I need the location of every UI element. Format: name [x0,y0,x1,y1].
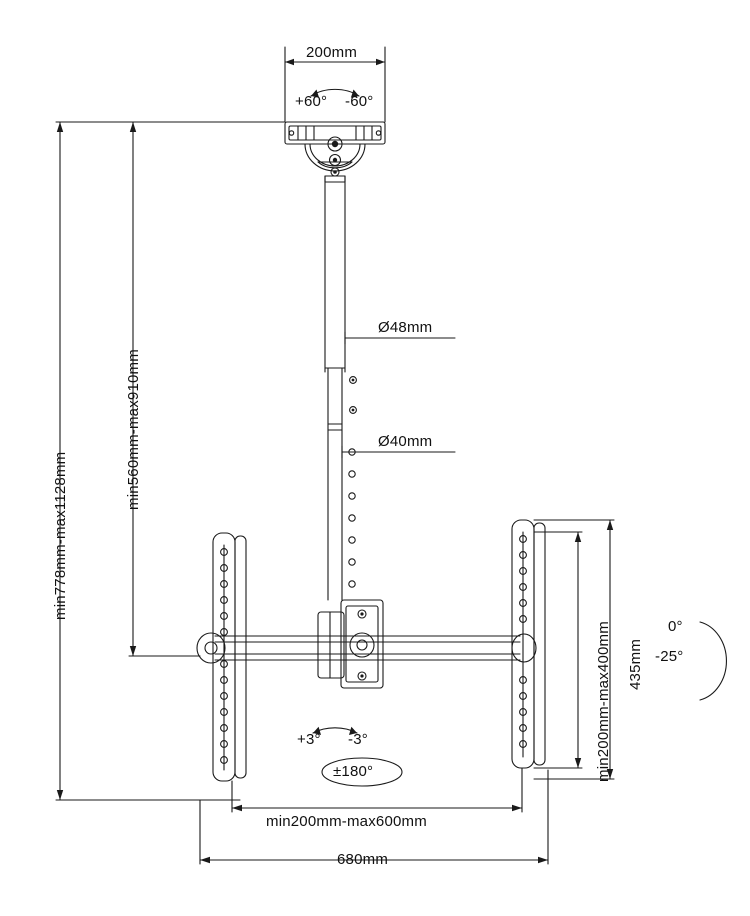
label-tube-drop: min560mm-max910mm [125,349,142,510]
label-upper-tube-diameter: Ø48mm [378,319,433,336]
label-tilt-minus: -3° [348,731,368,748]
upper-tube [325,176,345,372]
label-vesa-horizontal: min200mm-max600mm [266,813,427,830]
label-tilt-plus: +3° [297,731,321,748]
label-lower-tube-diameter: Ø40mm [378,433,433,450]
side-tilt-arc [700,622,726,700]
dim-vesa-horizontal [232,768,522,812]
right-vesa-arm [512,520,545,768]
label-bracket-height: 435mm [627,638,644,690]
label-overall-width: 680mm [337,851,389,868]
label-side-tilt-zero: 0° [668,618,683,635]
label-swivel-plus: +60° [295,93,328,110]
label-total-drop: min778mm-max1128mm [52,451,69,620]
tilt-hub [318,600,383,688]
ceiling-plate [285,122,385,176]
lower-tube [328,368,356,600]
label-plate-width: 200mm [306,44,358,61]
label-rotation: ±180° [333,763,374,780]
left-vesa-arm [213,533,246,781]
label-vesa-vertical: min200mm-max400mm [595,621,612,782]
dim-vesa-vertical [534,532,582,768]
label-swivel-minus: -60° [345,93,374,110]
label-side-tilt-neg25: -25° [655,648,684,665]
dim-total-drop [56,122,285,800]
